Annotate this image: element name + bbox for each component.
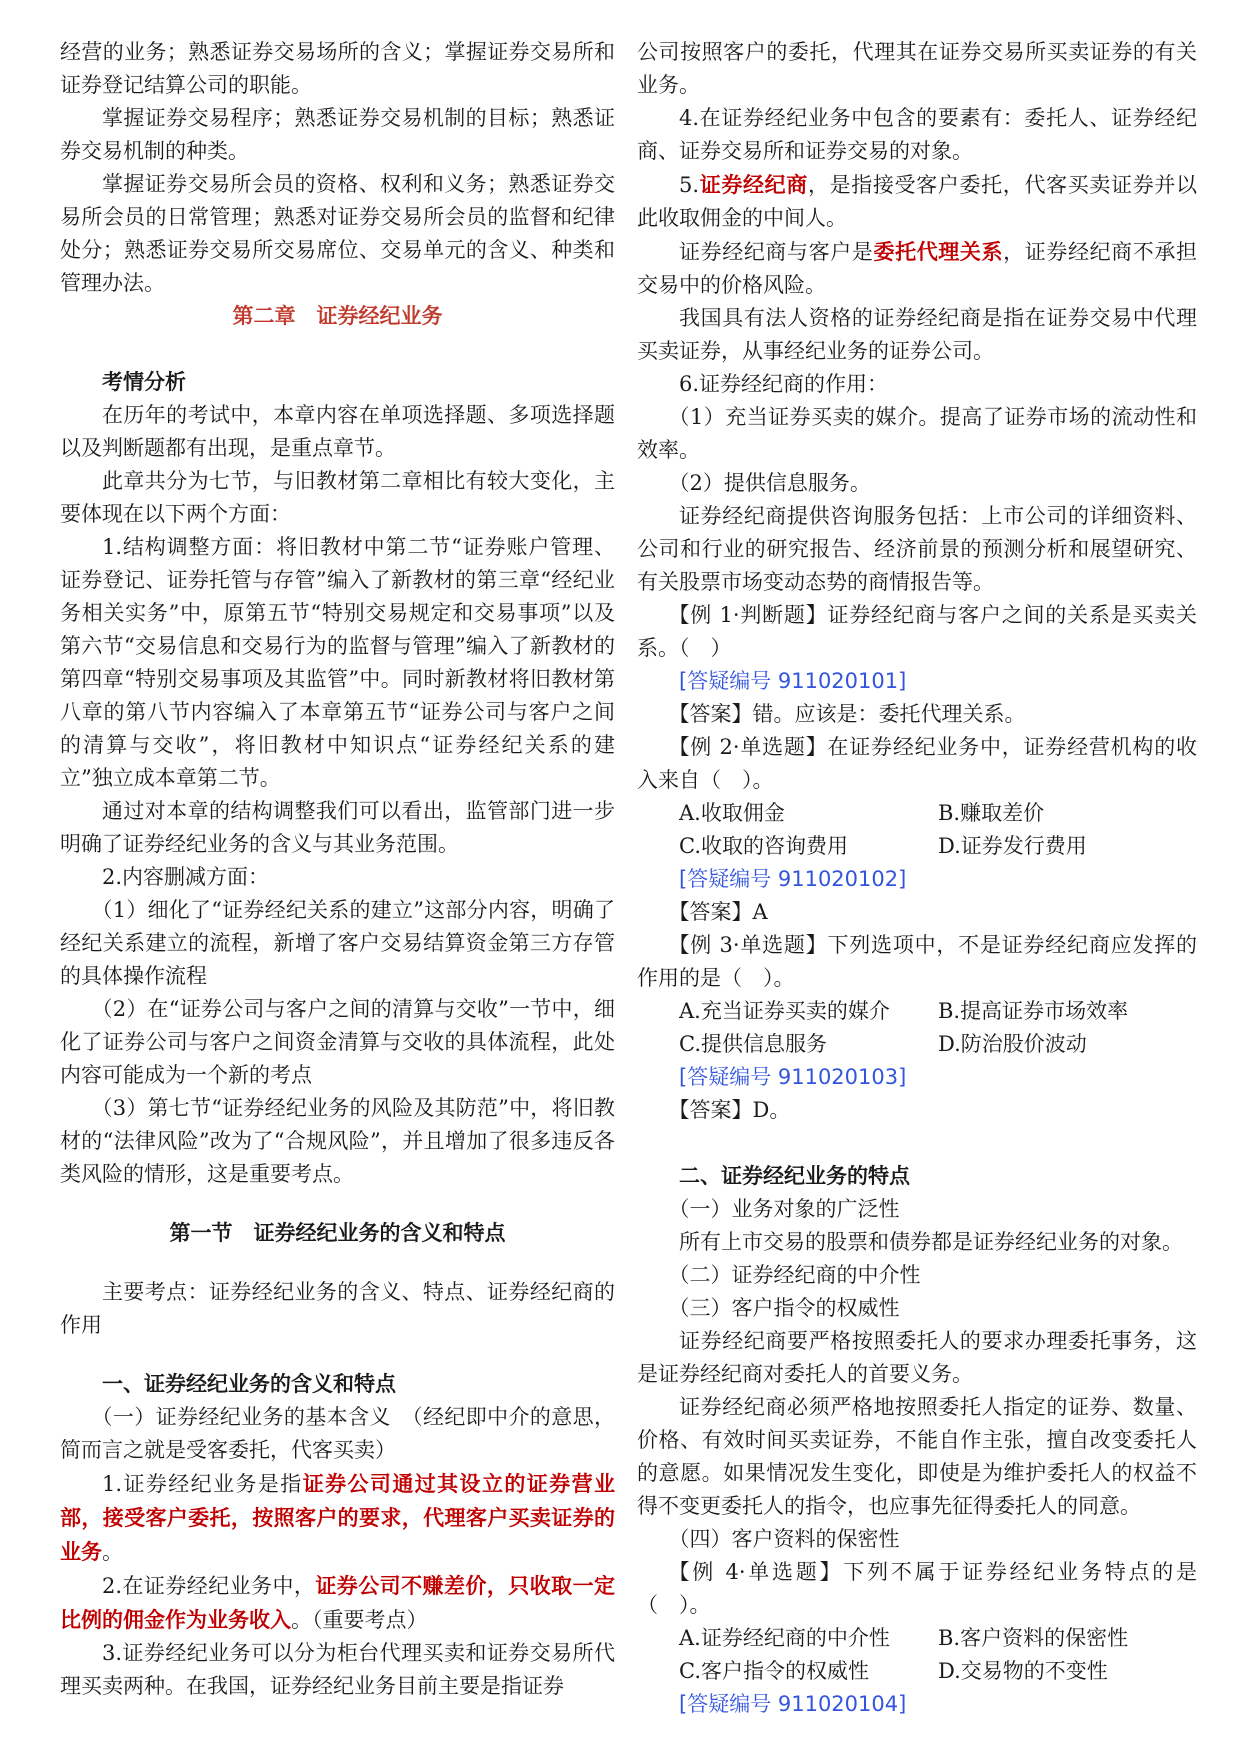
option-c: C.客户指令的权威性 xyxy=(679,1659,869,1683)
options-row xyxy=(637,1655,1197,1688)
paragraph: （1）细化了“证券经纪关系的建立”这部分内容，明确了经纪关系建立的流程，新增了客户交易结算资金第三方存管的具体操作流程 xyxy=(60,898,615,988)
paragraph-highlight: 2.在证券经纪业务中，证券公司不赚差价，只收取一定比例的佣金作为业务收入。（重要考点） xyxy=(60,1573,615,1632)
paragraph: 通过对本章的结构调整我们可以看出，监管部门进一步明确了证券经纪业务的含义与其业务范围。 xyxy=(60,799,615,856)
option-a: A.证券经纪商的中介性 xyxy=(679,1626,890,1650)
paragraph: 2.内容删减方面： xyxy=(102,865,270,889)
paragraph: 证券经纪商要严格按照委托人的要求办理委托事务，这是证券经纪商对委托人的首要义务。 xyxy=(637,1329,1197,1386)
option-b: B.赚取差价 xyxy=(938,801,1045,825)
option-d: D.交易物的不变性 xyxy=(938,1659,1108,1683)
option-c: C.收取的咨询费用 xyxy=(679,834,848,858)
option-c: C.提供信息服务 xyxy=(679,1032,827,1056)
paragraph: 主要考点：证券经纪业务的含义、特点、证券经纪商的作用 xyxy=(60,1280,615,1337)
paragraph: 掌握证券交易所会员的资格、权利和义务；熟悉证券交易所会员的日常管理；熟悉对证券交易所会员的监督和纪律处分；熟悉证券交易所交易席位、交易单元的含义、种类和管理办法。 xyxy=(60,172,615,295)
paragraph: 掌握证券交易程序；熟悉证券交易机制的目标；熟悉证券交易机制的种类。 xyxy=(60,106,615,163)
feature-item: （二）证券经纪商的中介性 xyxy=(668,1263,921,1287)
feature-item: （一）业务对象的广泛性 xyxy=(668,1197,900,1221)
paragraph: 证券经纪商提供咨询服务包括：上市公司的详细资料、公司和行业的研究报告、经济前景的预测分析和展望研究、有关股票市场变动态势的商情报告等。 xyxy=(637,504,1197,594)
paragraph-highlight: 证券经纪商与客户是委托代理关系，证券经纪商不承担交易中的价格风险。 xyxy=(637,239,1198,297)
paragraph: 我国具有法人资格的证券经纪商是指在证券交易中代理买卖证券，从事经纪业务的证券公司。 xyxy=(637,306,1197,363)
right-column xyxy=(637,36,1197,1721)
paragraph: 此章共分为七节，与旧教材第二章相比有较大变化，主要体现在以下两个方面： xyxy=(60,469,615,526)
paragraph: 公司按照客户的委托，代理其在证券交易所买卖证券的有关业务。 xyxy=(637,40,1197,97)
paragraph: 1.结构调整方面：将旧教材中第二节“证券账户管理、证券登记、证券托管与存管”编入了新教材的第三章“经纪业务相关实务”中，原第五节“特别交易规定和交易事项”以及第六节“交易信息和交易行为的监督与管理”编入了新教材的第四章“特别交易事项及其监管”中。同时新教材将旧教材第八章的第八节内容编入了本章第五节“证券公司与客户之间的清算与交收”，将旧教材中知识点“证券经纪关系的建立”独立成本章第二节。 xyxy=(60,535,615,790)
chapter-title: 第二章 证券经纪业务 xyxy=(232,304,443,328)
options-row xyxy=(637,995,1197,1028)
options-row xyxy=(637,830,1197,863)
analysis-heading: 考情分析 xyxy=(102,370,186,394)
heading-features: 二、证券经纪业务的特点 xyxy=(679,1164,910,1188)
paragraph: （3）第七节“证券经纪业务的风险及其防范”中，将旧教材的“法律风险”改为了“合规风险”，并且增加了很多违反各类风险的情形，这是重要考点。 xyxy=(60,1096,615,1186)
option-a: A.收取佣金 xyxy=(679,801,785,825)
paragraph: 6.证券经纪商的作用： xyxy=(679,372,889,396)
example-answer: 【答案】D。 xyxy=(668,1098,791,1122)
paragraph: （2）提供信息服务。 xyxy=(668,471,871,495)
feature-item: （四）客户资料的保密性 xyxy=(668,1527,900,1551)
paragraph: （2）在“证券公司与客户之间的清算与交收”一节中，细化了证券公司与客户之间资金清算与交收的具体流程，此处内容可能成为一个新的考点 xyxy=(60,997,615,1087)
paragraph-highlight: 5.证券经纪商，是指接受客户委托，代客买卖证券并以此收取佣金的中间人。 xyxy=(637,172,1198,230)
paragraph: 所有上市交易的股票和债券都是证券经纪业务的对象。 xyxy=(679,1230,1183,1254)
option-a: A.充当证券买卖的媒介 xyxy=(679,999,890,1023)
qa-link[interactable]: [答疑编号 911020102] xyxy=(679,867,907,891)
paragraph: （一）证券经纪业务的基本含义 （经纪即中介的意思，简而言之就是受客委托，代客买卖） xyxy=(60,1405,615,1462)
heading-meaning: 一、证券经纪业务的含义和特点 xyxy=(102,1372,396,1396)
left-column xyxy=(60,36,615,1703)
paragraph-highlight: 1.证券经纪业务是指证券公司通过其设立的证券营业部，接受客户委托，按照客户的要求，代理客户买卖证券的业务。 xyxy=(60,1471,615,1564)
example-question: 【例 3·单选题】下列选项中，不是证券经纪商应发挥的作用的是（ ）。 xyxy=(637,933,1197,990)
option-b: B.提高证券市场效率 xyxy=(938,999,1129,1023)
options-row xyxy=(637,1028,1197,1061)
qa-link[interactable]: [答疑编号 911020103] xyxy=(679,1065,907,1089)
example-answer: 【答案】错。应该是：委托代理关系。 xyxy=(668,702,1026,726)
example-question: 【例 1·判断题】证券经纪商与客户之间的关系是买卖关系。（ ） xyxy=(637,603,1197,660)
qa-link[interactable]: [答疑编号 911020104] xyxy=(679,1692,907,1716)
feature-item: （三）客户指令的权威性 xyxy=(668,1296,900,1320)
options-row xyxy=(637,797,1197,830)
paragraph: 经营的业务；熟悉证券交易场所的含义；掌握证券交易所和证券登记结算公司的职能。 xyxy=(60,40,615,97)
qa-link[interactable]: [答疑编号 911020101] xyxy=(679,669,907,693)
option-d: D.防治股价波动 xyxy=(938,1032,1087,1056)
option-b: B.客户资料的保密性 xyxy=(938,1626,1129,1650)
paragraph: 3.证券经纪业务可以分为柜台代理买卖和证券交易所代理买卖两种。在我国，证券经纪业务目前主要是指证券 xyxy=(60,1641,615,1698)
example-answer: 【答案】A xyxy=(668,900,768,924)
option-d: D.证券发行费用 xyxy=(938,834,1087,858)
options-row xyxy=(637,1622,1197,1655)
paragraph: 证券经纪商必须严格地按照委托人指定的证券、数量、价格、有效时间买卖证券，不能自作主张，擅自改变委托人的意愿。如果情况发生变化，即使是为维护委托人的权益不得不变更委托人的指令，也应事先征得委托人的同意。 xyxy=(637,1395,1197,1518)
paragraph: （1）充当证券买卖的媒介。提高了证券市场的流动性和效率。 xyxy=(637,405,1197,462)
paragraph: 4.在证券经纪业务中包含的要素有：委托人、证券经纪商、证券交易所和证券交易的对象。 xyxy=(637,106,1197,163)
example-question: 【例 2·单选题】在证券经纪业务中，证券经营机构的收入来自（ ）。 xyxy=(637,735,1197,792)
example-question: 【例 4·单选题】下列不属于证券经纪业务特点的是（ ）。 xyxy=(637,1560,1197,1617)
section-title: 第一节 证券经纪业务的含义和特点 xyxy=(169,1221,506,1245)
paragraph: 在历年的考试中，本章内容在单项选择题、多项选择题以及判断题都有出现，是重点章节。 xyxy=(60,403,615,460)
